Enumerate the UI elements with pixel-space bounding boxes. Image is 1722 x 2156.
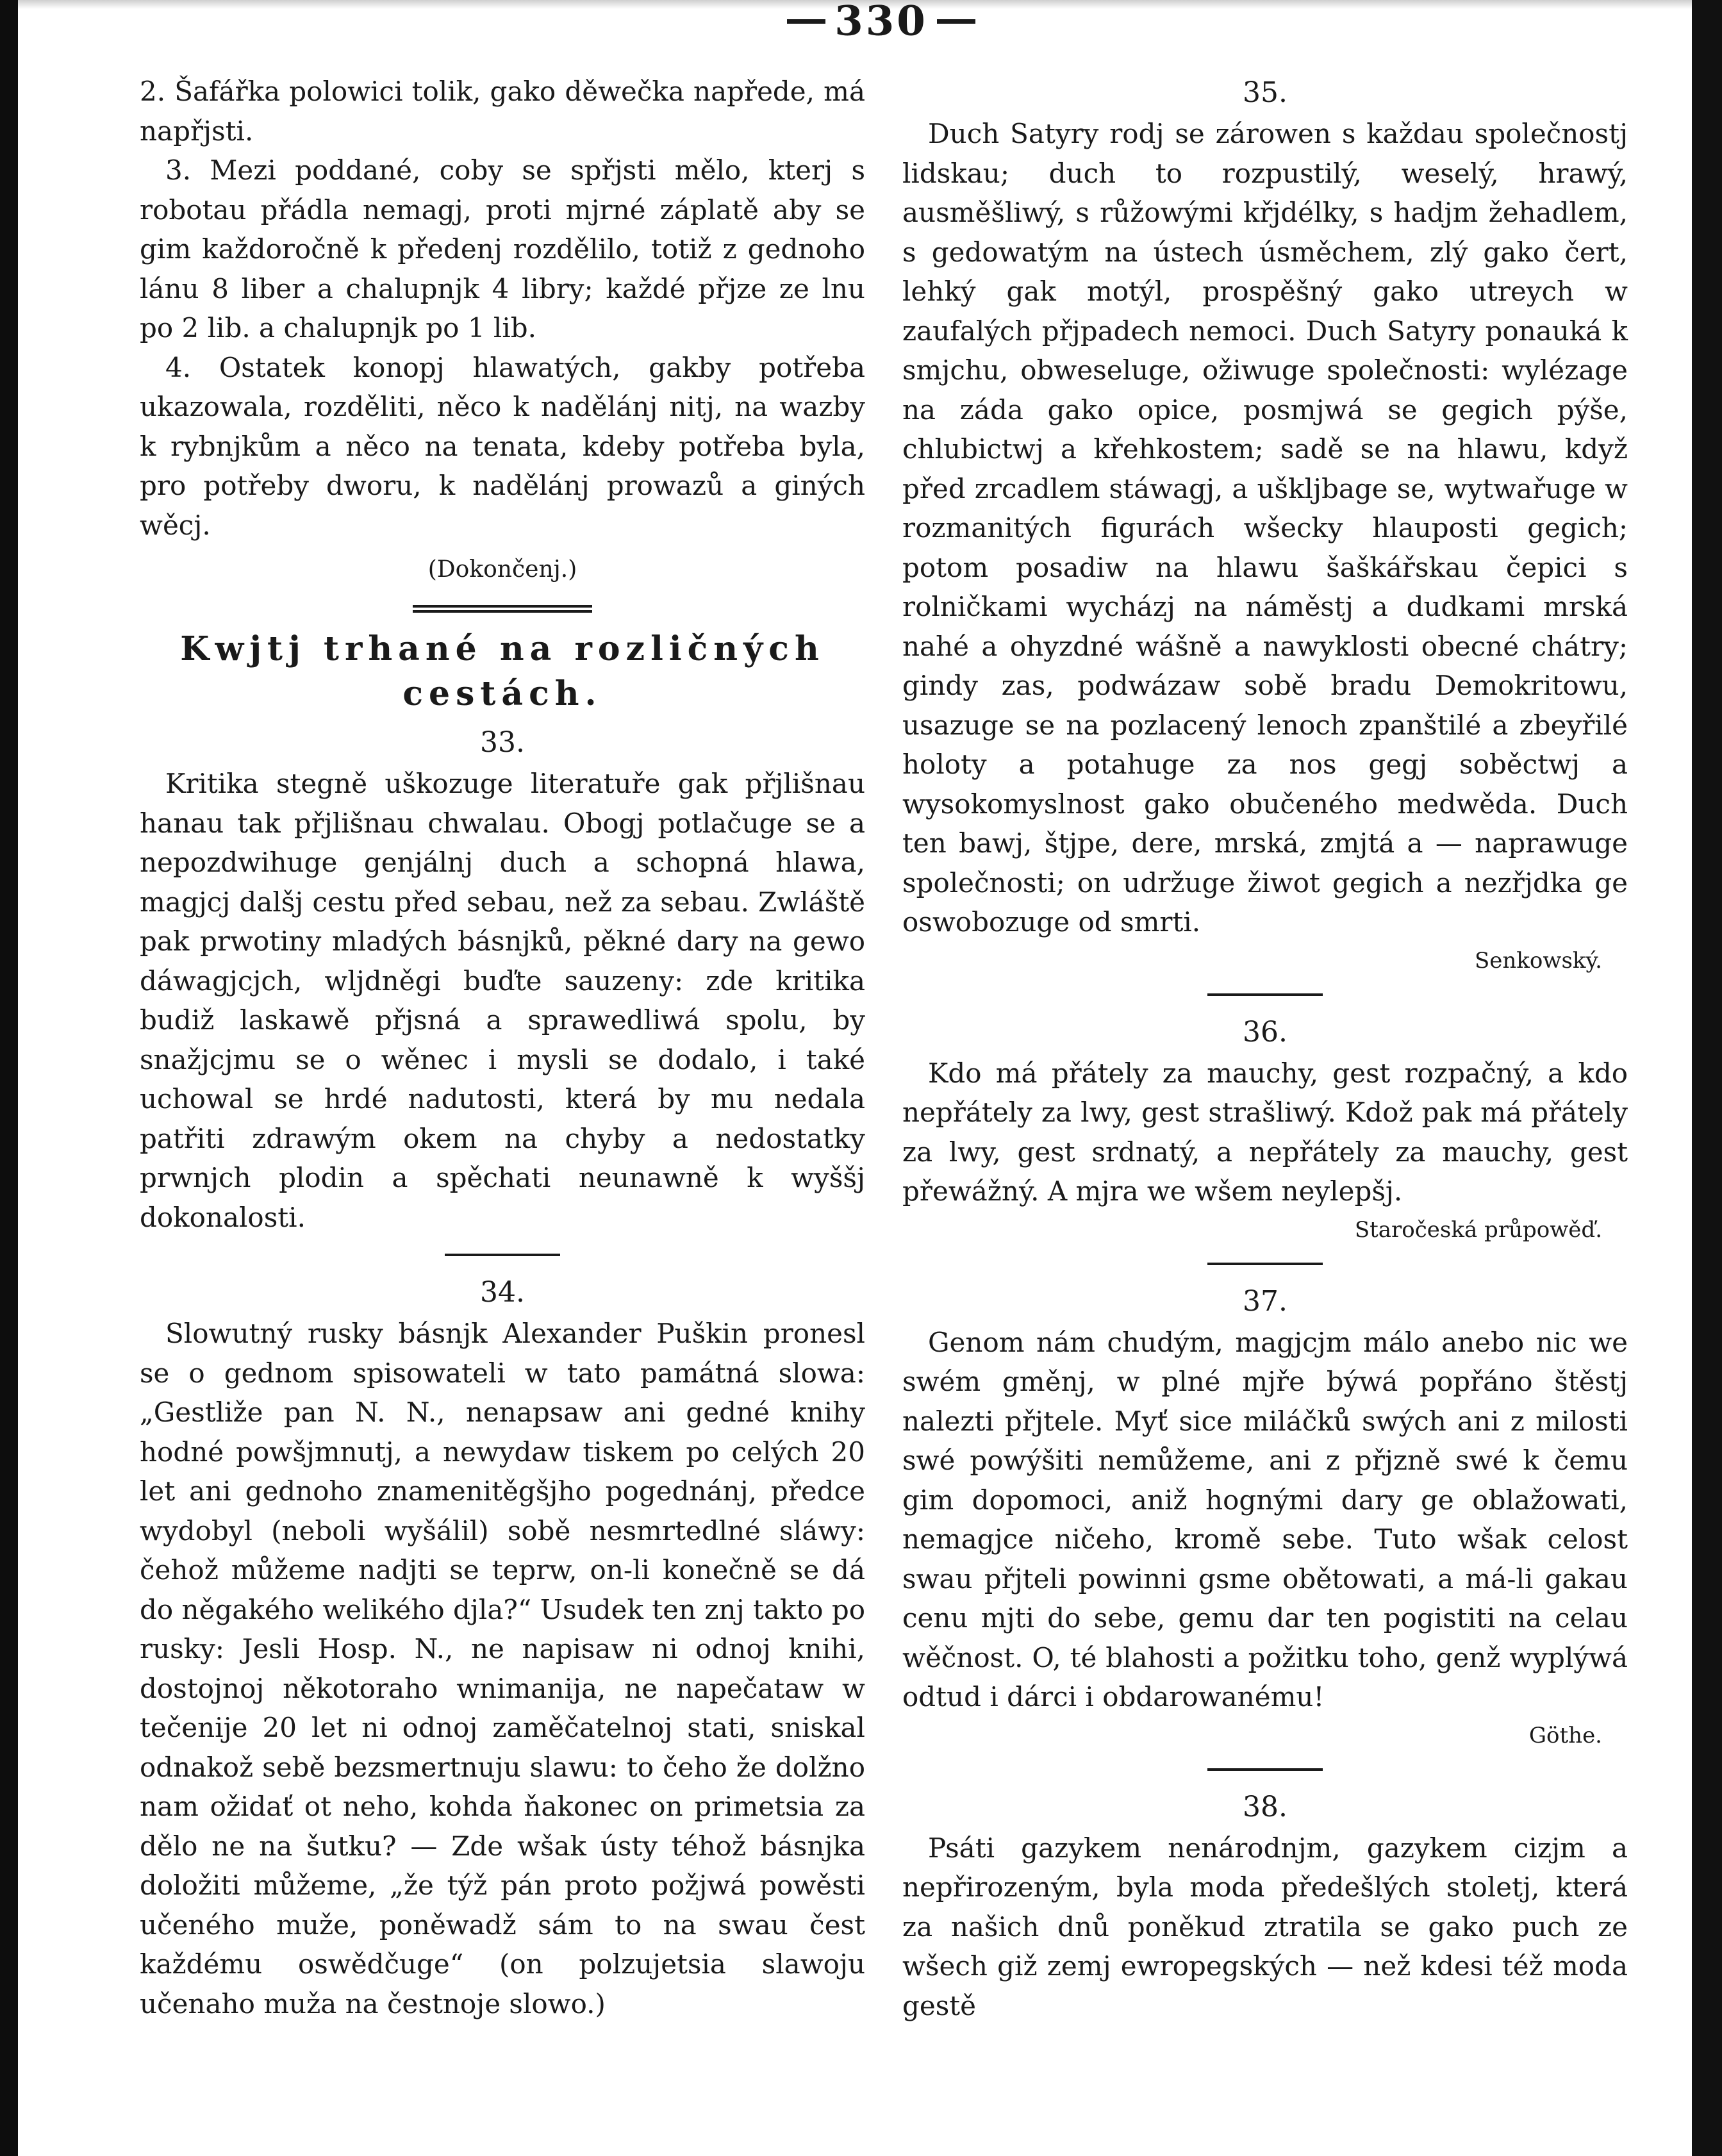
header-dash-left: [787, 19, 825, 24]
entry-33: Kritika stegně uškozuge literatuře gak přjlišnau hanau tak přjlišnau chwalau. Obogj potlačuge se a nepozdwihuge genjálnj duch a schopná hlawa, magjcj dalšj cestu před sebau, než za sebau. Zwláště pak prwotiny mladých básnjků, pěkné dary na gewo dáwagjcjch, wljdněgi buďte sauzeny: zde kritika budiž laskawě přjsná a sprawedliwá spolu, by snažjcjmu se o wěnec i mysli se dodalo, i také uchowal se hrdé nadutosti, která by mu nedala patřiti zdrawým okem na chyby a nedostatky prwnjch plodin a spěchati neunawně k wyššj dokonalosti.: [140, 768, 865, 1233]
entry-number-35: 35.: [1243, 76, 1287, 109]
page-number: 330: [834, 0, 928, 37]
entry-number-36: 36.: [1243, 1015, 1287, 1049]
entry-37: Genom nám chudým, magjcjm málo anebo nic we swém gměnj, w plné mjře býwá popřáno štěstj nalezti přjtele. Myť sice miláčků swých ani z milosti swé powýšiti nemůžeme, ani z přjzně swé k čemu gim dopomoci, aniž hognými dary ge oblažowati, nemagjce ničeho, kromě sebe. Tuto wšak celost swau přjteli powinni gsme obětowati, a má-li gakau cenu mjti do sebe, gemu dar ten pogistiti na celau wěčnost. O, té blahosti a požitku toho, genž wyplýwá odtud i dárci i obdarowanému!: [902, 1326, 1628, 1712]
attribution-37: Göthe.: [1528, 1722, 1602, 1748]
divider: [1207, 1768, 1323, 1771]
double-rule: [413, 605, 592, 613]
header-dash-right: [937, 19, 975, 24]
divider: [1207, 993, 1323, 996]
entry-number-33: 33.: [480, 726, 525, 759]
paragraph-4: 4. Ostatek konopj hlawatých, gakby potřeba ukazowala, rozděliti, něco k nadělánj nitj, na wazby k rybnjkům a něco na tenata, kdeby potřeba byla, pro potřeby dworu, k nadělánj prowazů a giných wěcj.: [140, 351, 865, 541]
entry-number-34: 34.: [480, 1276, 525, 1309]
divider: [1207, 1263, 1323, 1265]
entry-36: Kdo má přátely za mauchy, gest rozpačný, a kdo nepřátely za lwy, gest strašliwý. Kdož pak má přátely za lwy, gest srdnatý, a nepřátely za mauchy, gest přewážný. A mjra we wšem neylepšj.: [902, 1057, 1628, 1207]
attribution-36: Staročeská průpowěď.: [1354, 1216, 1602, 1243]
scan-edge: [1692, 0, 1722, 2156]
left-column: [140, 72, 865, 2023]
continued-note: (Dokončenj.): [427, 556, 577, 583]
entry-number-38: 38.: [1243, 1790, 1287, 1823]
divider: [445, 1254, 560, 1256]
paragraph-3: 3. Mezi poddané, coby se spřjsti mělo, kterj s robotau přádla nemagj, proti mjrné záplatě aby se gim každoročně k předenj rozdělilo, totiž z gednoho lánu 8 liber a chalupnjk 4 libry; každé přjze ze lnu po 2 lib. a chalupnjk po 1 lib.: [140, 154, 865, 344]
right-column: [902, 72, 1628, 2025]
entry-38: Psáti gazykem nenárodnjm, gazykem cizjm a nepřirozeným, byla moda předešlých stoletj, která za našich dnů poněkud ztratila se gako puch ze wšech giž zemj ewropegských — než kdesi též moda gestě: [902, 1832, 1628, 2021]
entry-35: Duch Satyry rodj se zárowen s každau společnostj lidskau; duch to rozpustilý, weselý, hrawý, ausměšliwý, s růžowými křjdélky, s hadjm žehadlem, s gedowatým na ústech úsměchem, zlý gako čert, lehký gak motýl, prospěšný gako utreych w zaufalých přjpadech nemoci. Duch Satyry ponauká k smjchu, obweseluge, ožiwuge společnosti: wylézage na záda gako opice, posmjwá se gegich pýše, chlubictwj a křehkostem; sadě se na hlawu, když před zrcadlem stáwagj, a uškljbage se, wytwařuge w rozmanitých figurách wšecky hlauposti gegich; potom posadiw na hlawu šaškářskau čepici s rolničkami wycházj na náměstj a dudkami mrská nahé a ohyzdné wášně a nawyklosti obecné chátry; gindy zas, podwázaw sobě bradu Demokritowu, usazuge se na pozlacený lenoch zpanštilé a zbeyřilé holoty a potahuge za nos gegj soběctwj a wysokomyslnost gako obučeného medwěda. Duch ten bawj, štjpe, dere, mrská, zmjtá a — naprawuge společnosti; on udržuge žiwot gegich a nezřjdka ge oswobozuge od smrti.: [902, 118, 1628, 938]
attribution-35: Senkowský.: [1474, 947, 1602, 974]
page-header: [737, 0, 1025, 37]
paragraph-2: 2. Šafářka polowici tolik, gako děwečka napřede, má napřjsti.: [140, 76, 865, 147]
entry-number-37: 37.: [1243, 1284, 1287, 1318]
section-title: Kwjtj trhané na rozličných cestách.: [180, 629, 825, 713]
entry-34: Slowutný rusky básnjk Alexander Puškin pronesl se o gednom spisowateli w tato památná slowa: „Gestliže pan N. N., nenapsaw ani gedné knihy hodné powšjmnutj, a newydaw tiskem po celých 20 let ani gednoho znamenitěgšjho pogednánj, předce wydobyl (neboli wyšálil) sobě nesmrtedlné sláwy: čehož můžeme nadjti se teprw, on-li konečně se dá do něgakého welikého djla?“ Usudek ten znj takto po rusky: Jesli Hosp. N., ne napisaw ni odnoj knihi, dostojnoj někotoraho wnimanija, ne napečataw w tečenije 20 let ni odnoj zaměčatelnoj stati, sniskal odnakož sebě bezsmertnuju slawu: to čeho že dolžno nam ožidať ot neho, kohda ňakonec on primetsia za dělo ne na šutku? — Zde wšak ústy téhož básnjka doložiti můžeme, „že týž pán proto požjwá powěsti učeného muže, poněwadž sám to na swau čest každému oswědčuge“ (on polzujetsia slawoju učenaho muža na čestnoje slowo.): [140, 1318, 866, 2019]
